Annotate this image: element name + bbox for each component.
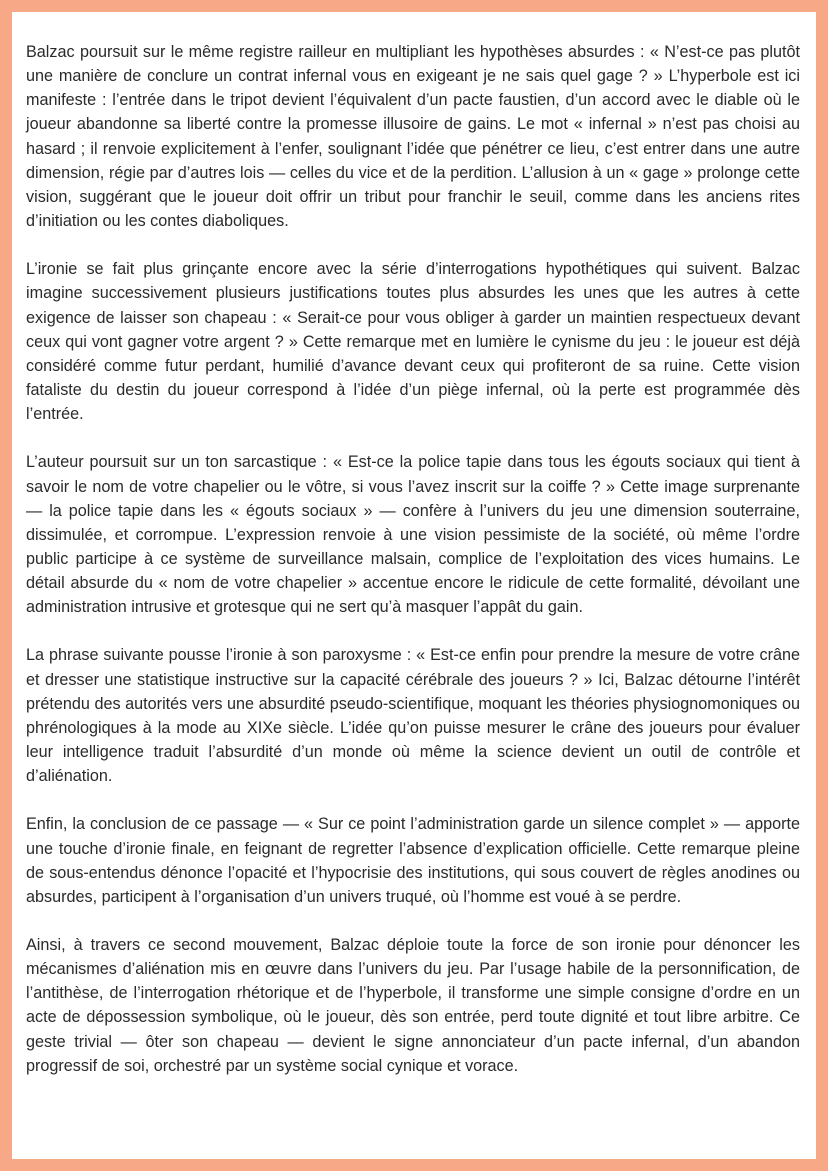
paragraph-2: L’ironie se fait plus grinçante encore avec la série d’interrogations hypothétiques qui suivent. Balzac imagine successivement plusieurs justifications toutes plus absurdes les unes que les autres à cette exigence de laisser son chapeau : « Serait-ce pour vous obliger à garder un maintien respectueux devant ceux qui vont gagner votre argent ? » Cette remarque met en lumière le cynisme du jeu : le joueur est déjà considéré comme futur perdant, humilié d’avance devant ceux qui profiteront de sa ruine. Cette vision fataliste du destin du joueur correspond à l’idée d’un piège infernal, où la perte est programmée dès l’entrée. bbox=[26, 260, 800, 424]
paragraph-5: Enfin, la conclusion de ce passage — « Sur ce point l’administration garde un silence complet » — apporte une touche d’ironie finale, en feignant de regretter l’absence d’explication officielle. Cette remarque pleine de sous-entendus dénonce l’opacité et l’hypocrisie des institutions, qui sous couvert de règles anodines ou absurdes, participent à l’organisation d’un univers truqué, où l’homme est voué à se perdre. bbox=[26, 815, 800, 906]
paragraph-6: Ainsi, à travers ce second mouvement, Balzac déploie toute la force de son ironie pour dénoncer les mécanismes d’aliénation mis en œuvre dans l’univers du jeu. Par l’usage habile de la personnification, de l’antithèse, de l’interrogation rhétorique et de l’hyperbole, il transforme une simple consigne d’ordre en un acte de dépossession symbolique, où le joueur, dès son entrée, perd toute dignité et tout libre arbitre. Ce geste trivial — ôter son chapeau — devient le signe annonciateur d’un pacte infernal, d’un abandon progressif de soi, orchestré par un système social cynique et vorace. bbox=[26, 936, 800, 1075]
document-page bbox=[12, 12, 816, 1159]
paragraph-4: La phrase suivante pousse l’ironie à son paroxysme : « Est-ce enfin pour prendre la mesure de votre crâne et dresser une statistique instructive sur la capacité cérébrale des joueurs ? » Ici, Balzac détourne l’intérêt prétendu des autorités vers une absurdité pseudo-scientifique, moquant les théories physiognomoniques ou phrénologiques à la mode au XIXe siècle. L’idée qu’on puisse mesurer le crâne des joueurs pour évaluer leur intelligence traduit l’absurdité d’un monde où même la science devient un outil de contrôle et d’aliénation. bbox=[26, 646, 800, 786]
paragraph-1: Balzac poursuit sur le même registre railleur en multipliant les hypothèses absurdes : « N’est-ce pas plutôt une manière de conclure un contrat infernal vous en exigeant je ne sais quel gage ? » L’hyperbole est ici manifeste : l’entrée dans le tripot devient l’équivalent d’un pacte faustien, d’un accord avec le diable où le joueur abandonne sa liberté contre la promesse illusoire de gains. Le mot « infernal » n’est pas choisi au hasard ; il renvoie explicitement à l’enfer, soulignant l’idée que pénétrer ce lieu, c’est entrer dans une autre dimension, régie par d’autres lois — celles du vice et de la perdition. L’allusion à un « gage » prolonge cette vision, suggérant que le joueur doit offrir un tribut pour franchir le seuil, comme dans les anciens rites d’initiation ou les contes diaboliques. bbox=[26, 43, 800, 231]
paragraph-3: L’auteur poursuit sur un ton sarcastique : « Est-ce la police tapie dans tous les égouts sociaux qui tient à savoir le nom de votre chapelier ou le vôtre, si vous l’avez inscrit sur la coiffe ? » Cette image surprenante — la police tapie dans les « égouts sociaux » — confère à l’univers du jeu une dimension souterraine, dissimulée, et corrompue. L’expression renvoie à une vision pessimiste de la société, où même l’ordre public participe à ce système de surveillance malsain, complice de l’exploitation des vices humains. Le détail absurde du « nom de votre chapelier » accentue encore le ridicule de cette formalité, dévoilant une administration intrusive et grotesque qui ne sert qu’à masquer l’appât du gain. bbox=[26, 453, 800, 617]
